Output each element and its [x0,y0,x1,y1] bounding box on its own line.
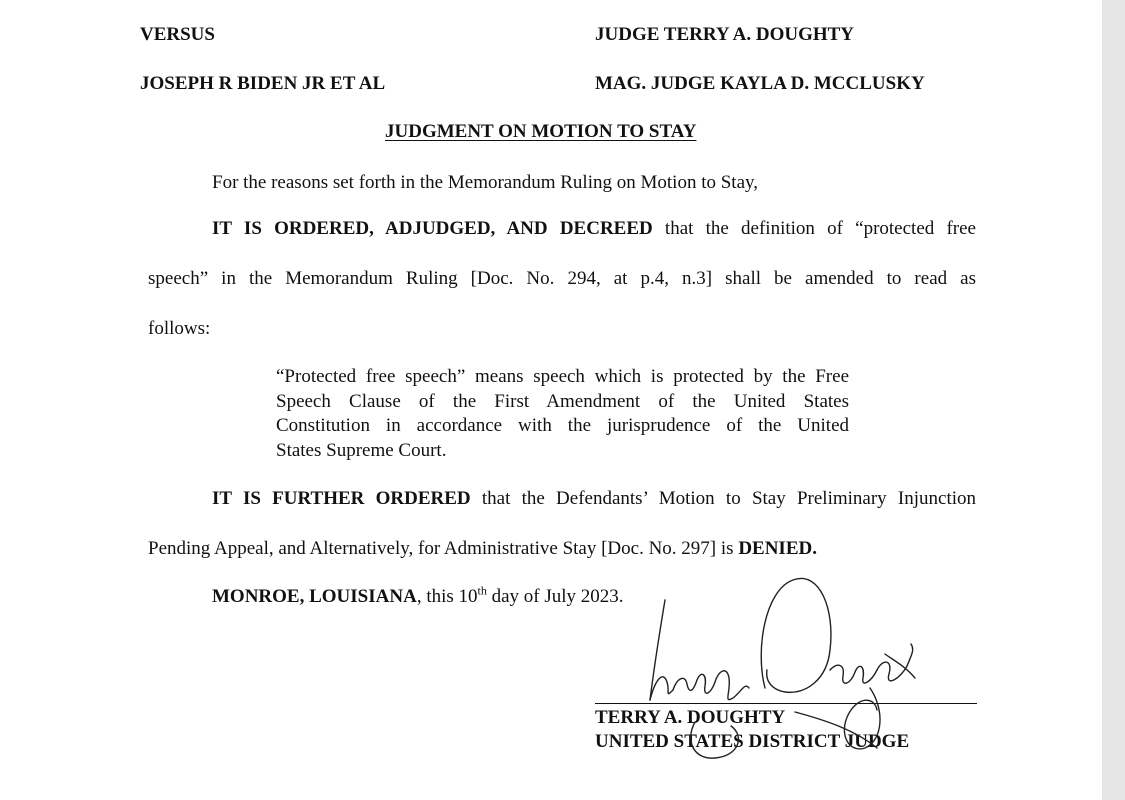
paragraph-reasons: For the reasons set forth in the Memorandum Ruling on Motion to Stay, [212,172,759,193]
further-order-bold: IT IS FURTHER ORDERED [212,488,471,509]
signature-line [595,703,977,704]
dateline-text-b: day of July 2023. [486,586,624,607]
signer-name: TERRY A. DOUGHTY [595,707,786,728]
order-line-2: speech” in the Memorandum Ruling [Doc. No. 294, at p.4, n.3] shall be amended to read as [148,268,976,289]
document-title: JUDGMENT ON MOTION TO STAY [385,121,697,142]
caption-mag-judge: MAG. JUDGE KAYLA D. MCCLUSKY [595,73,925,94]
dateline [212,583,624,608]
order-line-1-text: that the definition of “protected free [652,218,976,239]
definition-line-1: “Protected free speech” means speech which is protected by the Free [276,366,849,387]
definition-line-4: States Supreme Court. [276,439,447,461]
dateline-text-a: , this 10 [416,586,478,607]
further-order-line-1 [212,488,976,510]
caption-versus: VERSUS [140,24,215,45]
denied-text: DENIED. [738,538,817,559]
order-line-1 [212,218,976,240]
definition-line-3: Constitution in accordance with the jurisprudence of the United [276,415,849,436]
caption-defendant: JOSEPH R BIDEN JR ET AL [140,73,386,94]
further-order-line-2 [148,538,817,560]
dateline-place: MONROE, LOUISIANA [212,586,417,607]
caption-judge: JUDGE TERRY A. DOUGHTY [595,24,855,45]
viewer-gutter [1102,0,1125,800]
further-order-line-2-text: Pending Appeal, and Alternatively, for Administrative Stay [Doc. No. 297] is [148,538,739,559]
dateline-sup: th [477,583,487,598]
signer-title: UNITED STATES DISTRICT JUDGE [595,731,910,752]
definition-line-2: Speech Clause of the First Amendment of the United States [276,390,849,412]
further-order-line-1-text: that the Defendants’ Motion to Stay Preliminary Injunction [470,488,976,509]
order-line-3: follows: [148,318,211,339]
order-bold-phrase: IT IS ORDERED, ADJUDGED, AND DECREED [212,218,653,239]
definition-blockquote [276,365,849,463]
